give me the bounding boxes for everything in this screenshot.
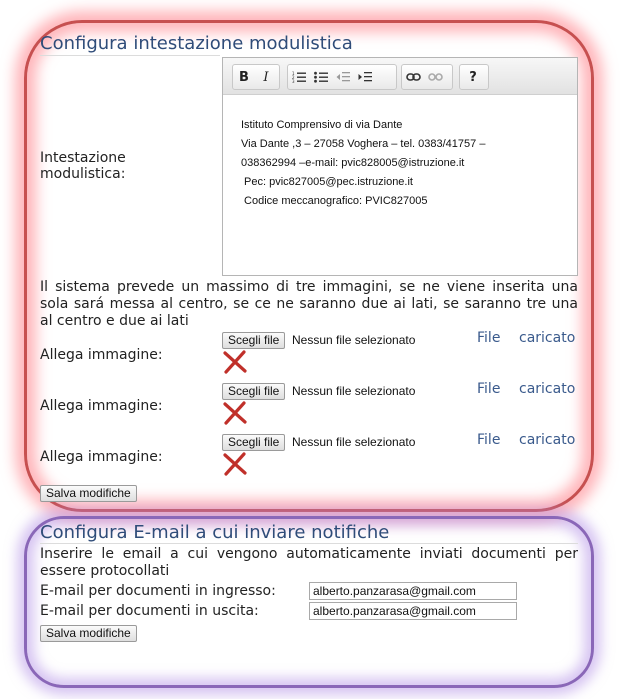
title-divider xyxy=(40,55,220,56)
help-button[interactable]: ? xyxy=(469,69,477,85)
file-status-2: Nessun file selezionato xyxy=(292,384,416,398)
loaded-link-1[interactable]: caricato xyxy=(519,330,576,346)
indent-icon[interactable] xyxy=(354,66,376,88)
delete-icon[interactable] xyxy=(222,350,248,374)
choose-file-button-1[interactable]: Scegli file xyxy=(222,332,285,349)
toolbar-group-format xyxy=(232,64,280,90)
file-status-3: Nessun file selezionato xyxy=(292,435,416,449)
editor-line: Istituto Comprensivo di via Dante xyxy=(241,119,403,131)
toolbar-group-help xyxy=(459,64,489,90)
section-title-header: Configura intestazione modulistica xyxy=(40,33,353,54)
section-title-email: Configura E-mail a cui inviare notifiche xyxy=(40,522,390,543)
images-info-text: Il sistema prevede un massimo di tre immagini, se ne viene inserita una sola sará messa al centro, se ce ne saranno due ai lati, se saranno tre una al centro e due ai lati xyxy=(40,279,578,329)
header-field-label: Intestazione modulistica: xyxy=(40,150,126,182)
svg-text:2: 2 xyxy=(292,75,295,80)
editor-line: 038362994 –e-mail: pvic828005@istruzione.it xyxy=(241,157,465,169)
loaded-link-2[interactable]: caricato xyxy=(519,381,576,397)
bold-button[interactable]: B xyxy=(239,69,249,85)
file-link-1[interactable]: File xyxy=(477,330,501,346)
file-status-1: Nessun file selezionato xyxy=(292,333,416,347)
file-link-2[interactable]: File xyxy=(477,381,501,397)
toolbar-group-lists xyxy=(287,64,397,90)
incoming-email-label: E-mail per documenti in ingresso: xyxy=(40,583,276,599)
outgoing-email-label: E-mail per documenti in uscita: xyxy=(40,603,259,619)
editor-line: Via Dante ,3 – 27058 Voghera – tel. 0383/41757 – xyxy=(241,138,486,150)
unlink-icon[interactable] xyxy=(424,66,446,88)
save-header-button[interactable]: Salva modifiche xyxy=(40,485,137,502)
toolbar-group-links xyxy=(401,64,453,90)
attach-label-2: Allega immagine: xyxy=(40,398,163,414)
editor-toolbar xyxy=(223,58,577,95)
link-icon[interactable] xyxy=(402,66,424,88)
rich-text-editor[interactable] xyxy=(222,57,578,276)
save-email-button[interactable]: Salva modifiche xyxy=(40,625,137,642)
outdent-icon[interactable] xyxy=(332,66,354,88)
svg-text:3: 3 xyxy=(292,79,295,83)
editor-line: Codice meccanografico: PVIC827005 xyxy=(241,195,428,207)
title-divider xyxy=(40,543,578,544)
incoming-email-input[interactable] xyxy=(309,582,517,600)
delete-icon[interactable] xyxy=(222,401,248,425)
attach-label-1: Allega immagine: xyxy=(40,347,163,363)
ordered-list-icon[interactable] xyxy=(288,66,310,88)
loaded-link-3[interactable]: caricato xyxy=(519,432,576,448)
choose-file-button-2[interactable]: Scegli file xyxy=(222,383,285,400)
email-description: Inserire le email a cui vengono automaticamente inviati documenti per essere protocollati xyxy=(40,546,578,579)
bullet-list-icon[interactable] xyxy=(310,66,332,88)
attach-label-3: Allega immagine: xyxy=(40,449,163,465)
editor-content[interactable] xyxy=(241,116,485,211)
choose-file-button-3[interactable]: Scegli file xyxy=(222,434,285,451)
delete-icon[interactable] xyxy=(222,452,248,476)
editor-line: Pec: pvic827005@pec.istruzione.it xyxy=(241,176,413,188)
italic-button[interactable]: I xyxy=(263,69,269,85)
svg-text:1: 1 xyxy=(292,71,295,76)
file-link-3[interactable]: File xyxy=(477,432,501,448)
outgoing-email-input[interactable] xyxy=(309,602,517,620)
